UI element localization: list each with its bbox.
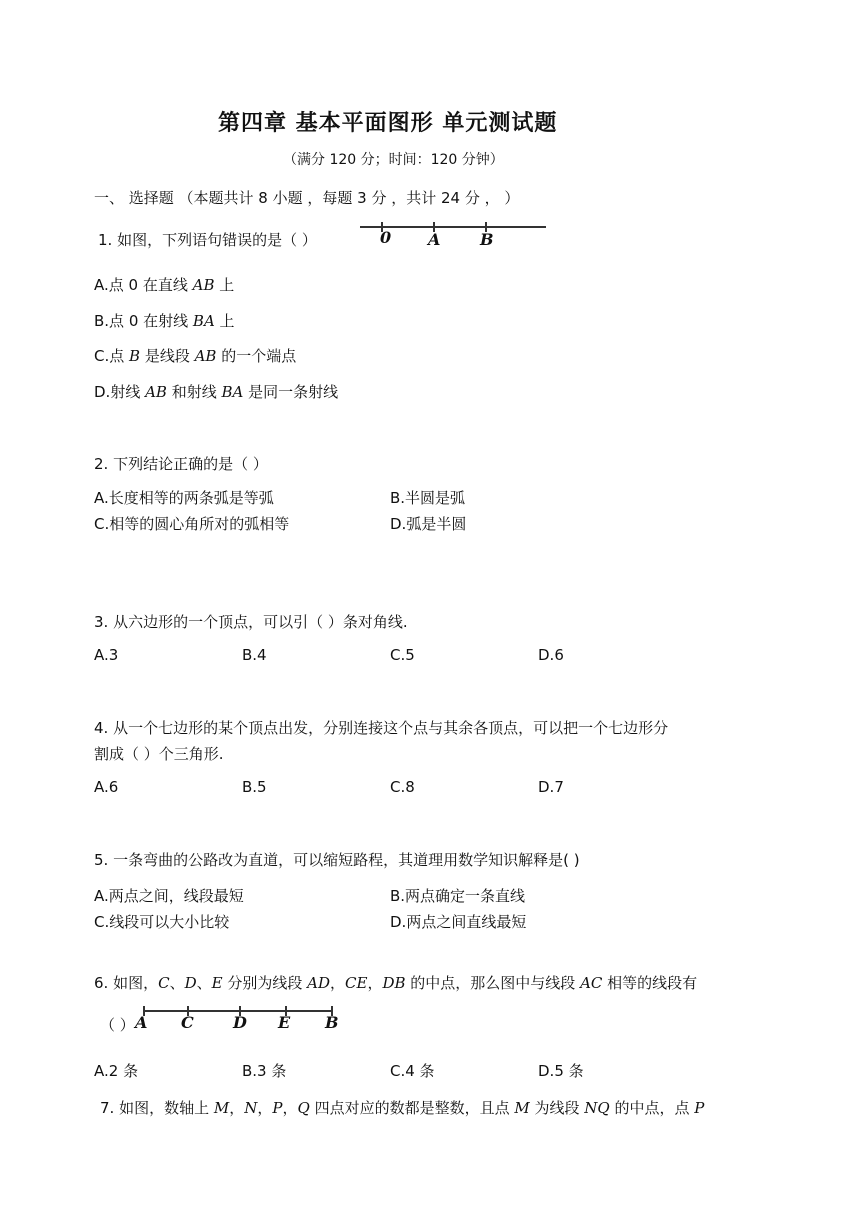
q7-stem-part: ， — [229, 1099, 245, 1117]
q1-label-a: A — [428, 230, 441, 249]
q6-stem-part: ， — [367, 974, 383, 992]
q6-label-d: D — [233, 1013, 247, 1032]
page-title: 第四章 基本平面图形 单元测试题 — [218, 111, 558, 136]
q6-stem-part: 相等的线段有 — [602, 974, 698, 992]
question-2-stem: 2. 下列结论正确的是（ ） — [94, 455, 268, 473]
q6-option-b[interactable]: B.3 条 — [242, 1062, 287, 1080]
q6-stem-part: 、 — [196, 974, 212, 992]
question-3-stem: 3. 从六边形的一个顶点，可以引（ ）条对角线. — [94, 613, 408, 631]
q6-label-a: A — [135, 1013, 148, 1032]
q6-var-ac: AC — [580, 974, 603, 992]
question-6-stem-line2: （ ） — [100, 1016, 135, 1034]
q1-c-var2: AB — [194, 347, 217, 365]
q2-option-b[interactable]: B.半圆是弧 — [390, 489, 466, 507]
q6-label-e: E — [278, 1013, 291, 1032]
q1-label-b: B — [480, 230, 494, 249]
q1-b-text: B.点 0 在射线 — [94, 312, 193, 330]
q7-var-n: N — [244, 1099, 258, 1117]
q6-var-db: DB — [382, 974, 406, 992]
q6-stem-part: ， — [330, 974, 346, 992]
page-subtitle: （满分 120 分；时间：120 分钟） — [283, 152, 504, 168]
question-7-stem — [100, 1097, 704, 1118]
q3-option-d[interactable]: D.6 — [538, 646, 564, 664]
q1-b-suffix: 上 — [214, 312, 235, 330]
q6-var-ce: CE — [345, 974, 368, 992]
q1-d-suffix: 是同一条射线 — [243, 383, 339, 401]
q1-d-text: D.射线 — [94, 383, 146, 401]
q7-var-m2: M — [514, 1099, 530, 1117]
question-4-stem-line1: 4. 从一个七边形的某个顶点出发，分别连接这个点与其余各顶点，可以把一个七边形分 — [94, 719, 669, 737]
q7-stem-part: 为线段 — [529, 1099, 585, 1117]
q1-c-text: C.点 — [94, 347, 130, 365]
q1-a-text: A.点 0 在直线 — [94, 276, 193, 294]
q6-stem-part: 分别为线段 — [222, 974, 308, 992]
q6-var-ad: AD — [307, 974, 330, 992]
q1-c-var1: B — [129, 347, 141, 365]
q4-option-c[interactable]: C.8 — [390, 778, 415, 796]
q1-c-mid: 是线段 — [140, 347, 195, 365]
q1-option-b[interactable] — [94, 310, 235, 331]
q1-option-d[interactable] — [94, 381, 338, 402]
q4-option-a[interactable]: A.6 — [94, 778, 119, 796]
q6-stem-part: 6. 如图， — [94, 974, 159, 992]
q7-var-p: P — [272, 1099, 283, 1117]
q5-option-b[interactable]: B.两点确定一条直线 — [390, 887, 526, 905]
q1-c-suffix: 的一个端点 — [216, 347, 297, 365]
question-4-stem-line2: 割成（ ）个三角形. — [94, 745, 224, 763]
q7-var-m: M — [213, 1099, 230, 1117]
q5-option-a[interactable]: A.两点之间，线段最短 — [94, 887, 244, 905]
q6-label-c: C — [181, 1013, 194, 1032]
q2-option-a[interactable]: A.长度相等的两条弧是等弧 — [94, 489, 274, 507]
q6-var-e: E — [211, 974, 223, 992]
q1-label-0: 0 — [380, 228, 392, 247]
q6-label-b: B — [325, 1013, 339, 1032]
q7-stem-part: ， — [257, 1099, 273, 1117]
q7-var-nq: NQ — [584, 1099, 610, 1117]
q1-d-var1: AB — [145, 383, 167, 401]
q2-option-d[interactable]: D.弧是半圆 — [390, 515, 467, 533]
q4-option-d[interactable]: D.7 — [538, 778, 564, 796]
q6-var-d: D — [184, 974, 197, 992]
q7-stem-part: 的中点，点 — [609, 1099, 695, 1117]
q5-option-c[interactable]: C.线段可以大小比较 — [94, 913, 230, 931]
q7-var-p2: P — [694, 1099, 705, 1117]
q6-option-d[interactable]: D.5 条 — [538, 1062, 584, 1080]
q1-a-suffix: 上 — [214, 276, 235, 294]
q1-b-var: BA — [192, 312, 215, 330]
q4-option-b[interactable]: B.5 — [242, 778, 267, 796]
question-6-stem — [94, 972, 697, 993]
q5-option-d[interactable]: D.两点之间直线最短 — [390, 913, 527, 931]
q3-option-a[interactable]: A.3 — [94, 646, 119, 664]
q6-stem-part: 的中点，那么图中与线段 — [405, 974, 581, 992]
q1-a-var: AB — [192, 276, 215, 294]
q7-stem-part: ， — [282, 1099, 298, 1117]
q6-option-a[interactable]: A.2 条 — [94, 1062, 139, 1080]
q1-option-c[interactable] — [94, 345, 296, 366]
q7-stem-part: 7. 如图，数轴上 — [100, 1099, 214, 1117]
section-heading: 一、 选择题 （本题共计 8 小题 ，每题 3 分 ，共计 24 分 ， ） — [94, 189, 520, 207]
q6-var-c: C — [158, 974, 170, 992]
question-5-stem: 5. 一条弯曲的公路改为直道，可以缩短路程，其道理用数学知识解释是( ) — [94, 851, 580, 869]
q7-stem-part: 四点对应的数都是整数，且点 — [309, 1099, 515, 1117]
q3-option-b[interactable]: B.4 — [242, 646, 267, 664]
q1-option-a[interactable] — [94, 274, 234, 295]
q6-stem-part: 、 — [169, 974, 185, 992]
q2-option-c[interactable]: C.相等的圆心角所对的弧相等 — [94, 515, 290, 533]
q6-option-c[interactable]: C.4 条 — [390, 1062, 435, 1080]
question-1-stem: 1. 如图，下列语句错误的是（ ） — [98, 231, 317, 249]
q1-d-var2: BA — [221, 383, 244, 401]
q3-option-c[interactable]: C.5 — [390, 646, 415, 664]
q1-d-mid: 和射线 — [166, 383, 222, 401]
q7-var-q: Q — [297, 1099, 310, 1117]
